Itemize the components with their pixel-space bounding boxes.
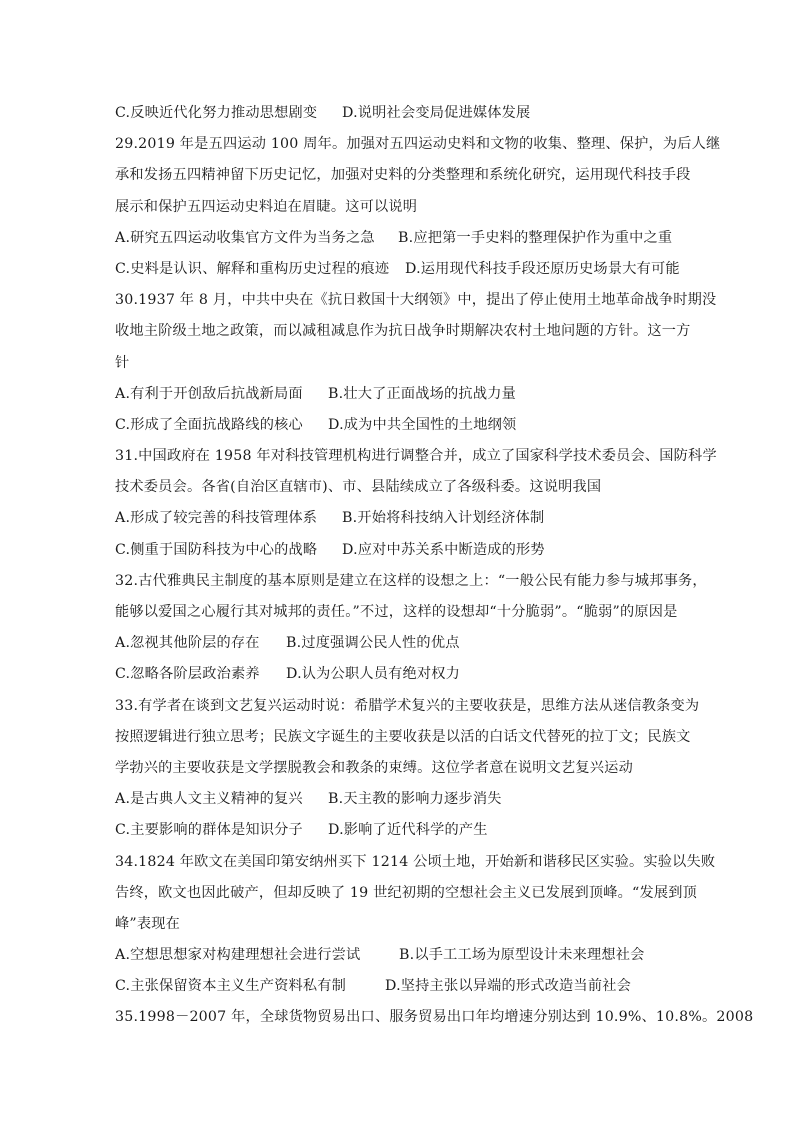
q33-option-b: B.天主教的影响力逐步消失 [328, 791, 502, 808]
q30-option-c: C.形成了全面抗战路线的核心 [115, 416, 303, 433]
q31-option-c: C.侧重于国防科技为中心的战略 [115, 541, 318, 558]
q30-option-b: B.壮大了正面战场的抗战力量 [328, 385, 516, 402]
q33-stem-line: 33.有学者在谈到文艺复兴运动时说：希腊学术复兴的主要收获是，思维方法从迷信教条变为 [115, 697, 700, 714]
q29-option-b: B.应把第一手史料的整理保护作为重中之重 [398, 229, 673, 246]
q34-option-c: C.主张保留资本主义生产资料私有制 [115, 978, 347, 995]
q32-option-d: D.认为公职人员有绝对权力 [286, 666, 461, 683]
q32-options-row-2 [115, 659, 685, 690]
q29-option-d: D.运用现代科技手段还原历史场景大有可能 [405, 260, 680, 277]
q34-options-row-1 [115, 940, 685, 971]
q29-stem-line: 展示和保护五四运动史料迫在眉睫。这可以说明 [115, 198, 418, 215]
q29-options-row-1 [115, 223, 685, 254]
q28-option-d: D.说明社会变局促进媒体发展 [342, 105, 531, 121]
q33-option-c: C.主要影响的群体是知识分子 [115, 822, 303, 839]
q32-stem-line: 能够以爱国之心履行其对城邦的责任。”不过，这样的设想却“十分脆弱”。“脆弱”的原因是 [115, 604, 678, 620]
q33-stem-line: 按照逻辑进行独立思考；民族文字诞生的主要收获是以活的白话文代替死的拉丁文；民族文 [115, 728, 691, 745]
q34-option-d: D.坚持主张以异端的形式改造当前社会 [385, 978, 631, 995]
q30-option-a: A.有利于开创敌后抗战新局面 [115, 385, 303, 402]
question-34 [115, 847, 716, 1003]
q31-stem-line: 31.中国政府在 1958 年对科技管理机构进行调整合并，成立了国家科学技术委员会、国防科学 [115, 448, 717, 465]
q35-stem-line: 35.1998－2007 年，全球货物贸易出口、服务贸易出口年均增速分别达到 10.9%、10.8%。2008 [115, 1009, 754, 1026]
q29-option-a: A.研究五四运动收集官方文件为当务之急 [115, 229, 375, 246]
question-30 [115, 285, 717, 441]
q33-options-row-2 [115, 815, 685, 846]
question-33 [115, 691, 700, 847]
q30-stem-line: 针 [115, 354, 130, 371]
q32-options-row-1 [115, 628, 685, 659]
q32-option-b: B.过度强调公民人性的优点 [286, 635, 460, 652]
q33-option-d: D.影响了近代科学的产生 [328, 822, 488, 839]
q31-options-row-1 [115, 503, 685, 534]
q29-stem-line: 承和发扬五四精神留下历史记忆，加强对史料的分类整理和系统化研究，运用现代科技手段 [115, 167, 691, 184]
q34-stem-line: 34.1824 年欧文在美国印第安纳州买下 1214 公顷土地，开始新和谐移民区实验。实验以失败 [115, 853, 716, 870]
q34-stem-line: 告终，欧文也因此破产，但却反映了 19 世纪初期的空想社会主义已发展到顶峰。“发展到顶 [115, 884, 698, 901]
q34-option-a: A.空想思想家对构建理想社会进行尝试 [115, 947, 361, 964]
q29-option-c: C.史料是认识、解释和重构历史过程的痕迹 [115, 260, 390, 277]
q32-option-c: C.忽略各阶层政治素养 [115, 666, 260, 683]
q33-option-a: A.是古典人文主义精神的复兴 [115, 791, 303, 808]
q34-options-row-2 [115, 971, 685, 1002]
q29-stem-line: 29.2019 年是五四运动 100 周年。加强对五四运动史料和文物的收集、整理、保护，为后人继 [115, 136, 721, 153]
q28-options-row-2 [115, 98, 685, 129]
q33-stem-line: 学勃兴的主要收获是文学摆脱教会和教条的束缚。这位学者意在说明文艺复兴运动 [115, 759, 633, 776]
q30-options-row-1 [115, 379, 685, 410]
q32-stem-line: 32.古代雅典民主制度的基本原则是建立在这样的设想之上：“一般公民有能力参与城邦事务， [115, 572, 707, 589]
question-31 [115, 441, 717, 566]
q34-stem-line: 峰”表现在 [115, 915, 181, 932]
q34-option-b: B.以手工工场为原型设计未来理想社会 [399, 947, 645, 964]
q31-option-d: D.应对中苏关系中断造成的形势 [342, 541, 545, 558]
question-32 [115, 566, 707, 691]
q30-options-row-2 [115, 410, 685, 441]
q30-stem-line: 收地主阶级土地之政策，而以减租减息作为抗日战争时期解决农村土地问题的方针。这一方 [115, 323, 691, 340]
exam-page [115, 98, 754, 1034]
question-29 [115, 129, 721, 285]
q31-options-row-2 [115, 535, 685, 566]
q31-stem-line: 技术委员会。各省(自治区直辖市)、市、县陆续成立了各级科委。这说明我国 [115, 479, 602, 496]
q28-option-c: C.反映近代化努力推动思想剧变 [115, 105, 318, 121]
q32-option-a: A.忽视其他阶层的存在 [115, 635, 260, 652]
q30-stem-line: 30.1937 年 8 月，中共中央在《抗日救国十大纲领》中，提出了停止使用土地革命战争时期没 [115, 292, 717, 309]
q33-options-row-1 [115, 784, 685, 815]
q31-option-b: B.开始将科技纳入计划经济体制 [342, 510, 545, 527]
q29-options-row-2 [115, 254, 685, 285]
q31-option-a: A.形成了较完善的科技管理体系 [115, 510, 318, 527]
q30-option-d: D.成为中共全国性的土地纲领 [328, 416, 517, 433]
question-35 [115, 1002, 754, 1033]
